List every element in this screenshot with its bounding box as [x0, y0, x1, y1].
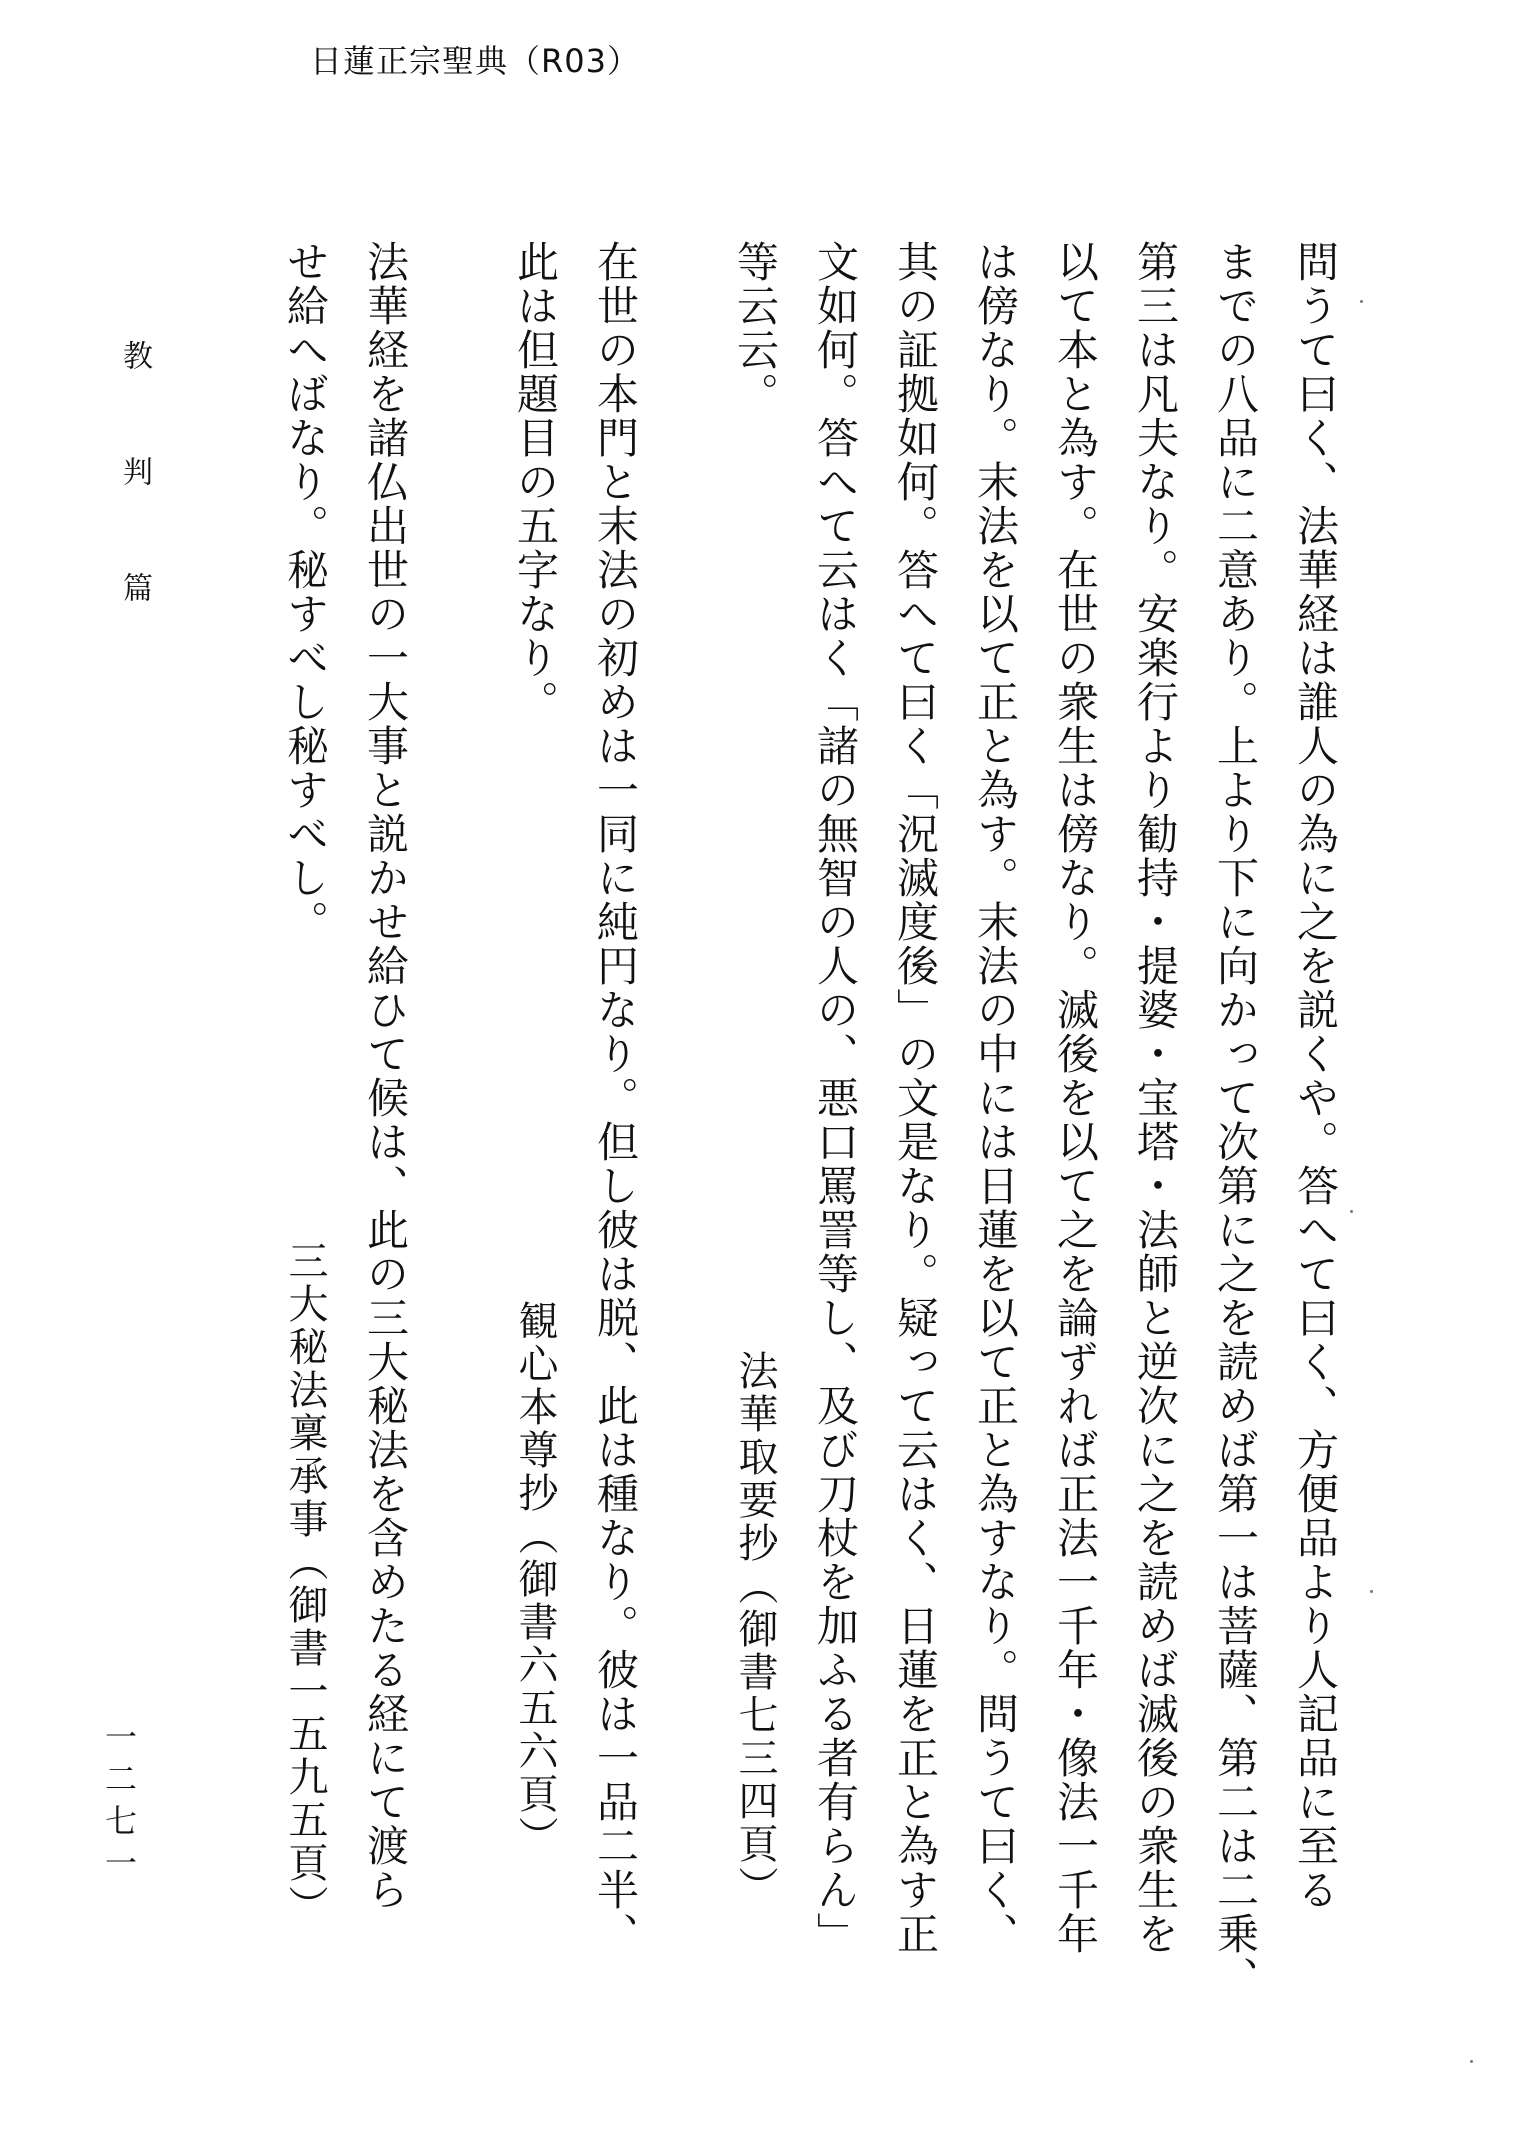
- page-number: 一二七一: [100, 1720, 138, 1888]
- scan-speck: [1350, 1210, 1353, 1213]
- passage3-line-2: せ給へばなり。秘すべし秘すべし。: [281, 240, 330, 944]
- passage2-citation: 観心本尊抄（御書六五六頁）: [512, 1300, 558, 1859]
- passage1-line-7: 文如何。答へて云はく「諸の無智の人の、悪口罵詈等し、及び刀杖を加ふる者有らん」: [811, 240, 860, 1956]
- section-label: 教 判 篇: [117, 340, 152, 630]
- passage1-line-5: は傍なり。末法を以て正と為す。末法の中には日蓮を以て正と為すなり。問うて曰く、: [971, 240, 1020, 1956]
- passage1-line-1: 問うて曰く、法華経は誰人の為に之を説くや。答へて曰く、方便品より人記品に至る: [1291, 240, 1340, 1912]
- passage3-citation: 三大秘法稟承事（御書一五九五頁）: [282, 1240, 328, 1928]
- passage1-citation: 法華取要抄（御書七三四頁）: [732, 1350, 778, 1909]
- passage1-line-4: 以て本と為す。在世の衆生は傍なり。滅後を以て之を論ずれば正法一千年・像法一千年: [1051, 240, 1100, 1956]
- passage1-line-6: 其の証拠如何。答へて曰く「況滅度後」の文是なり。疑って云はく、日蓮を正と為す正: [891, 240, 940, 1956]
- passage2-line-1: 在世の本門と末法の初めは一同に純円なり。但し彼は脱、此は種なり。彼は一品二半、: [591, 240, 640, 1956]
- scan-speck: [1470, 2060, 1473, 2063]
- passage2-line-2: 此は但題目の五字なり。: [511, 240, 560, 724]
- passage1-line-8: 等云云。: [731, 240, 780, 416]
- scan-speck: [1360, 300, 1363, 303]
- page-header-title: 日蓮正宗聖典（R03）: [310, 42, 640, 80]
- scan-speck: [1370, 1590, 1373, 1593]
- passage1-line-2: までの八品に二意あり。上より下に向かって次第に之を読めば第一は菩薩、第二は二乗、: [1211, 240, 1260, 2000]
- passage3-line-1: 法華経を諸仏出世の一大事と説かせ給ひて候は、此の三大秘法を含めたる経にて渡ら: [361, 240, 410, 1912]
- passage1-line-3: 第三は凡夫なり。安楽行より勧持・提婆・宝塔・法師と逆次に之を読めば滅後の衆生を: [1131, 240, 1180, 1956]
